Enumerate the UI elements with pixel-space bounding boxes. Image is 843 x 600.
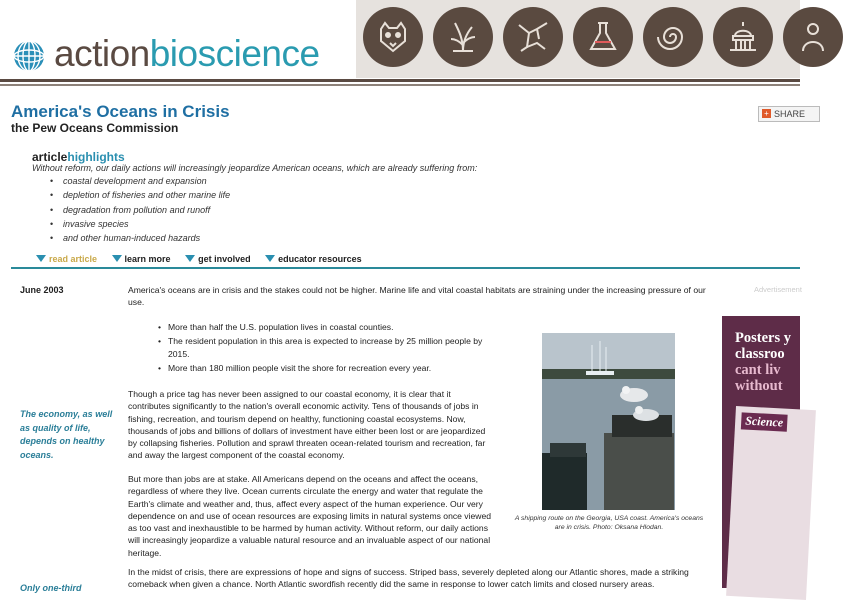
ad-label: Advertisement [754, 285, 802, 294]
highlights-list [50, 174, 230, 245]
nav-divider [11, 267, 800, 269]
neuron-icon[interactable] [503, 7, 563, 67]
logo-text-action: action [54, 33, 150, 74]
ad-poster-card [726, 406, 816, 600]
nav-label: learn more [124, 254, 171, 264]
nav-label: read article [49, 254, 98, 264]
list-item: • invasive species [50, 217, 230, 231]
nav-label: educator resources [278, 254, 362, 264]
person-icon[interactable] [783, 7, 843, 67]
article-author: the Pew Oceans Commission [11, 121, 179, 135]
list-item: • The resident population in this area is expected to increase by 25 million people by 2015. [158, 335, 498, 360]
triangle-down-icon [185, 255, 195, 262]
share-button[interactable] [758, 106, 820, 122]
triangle-down-icon [36, 255, 46, 262]
pull-quote: The economy, as well as quality of life, depends on healthy oceans. [20, 409, 113, 460]
pull-quote-bottom: Only one-third [20, 583, 82, 593]
list-item: • and other human-induced hazards [50, 231, 230, 245]
ad-line: cant liv [735, 362, 781, 378]
list-item: • coastal development and expansion [50, 174, 230, 188]
nav-get-involved[interactable] [185, 254, 251, 264]
article-nav [36, 254, 374, 266]
triangle-down-icon [112, 255, 122, 262]
ad-card-title: Science [741, 412, 788, 431]
article-date: June 2003 [20, 285, 64, 295]
shipping-route-photo [542, 333, 675, 510]
article-photo [542, 333, 675, 510]
capitol-icon[interactable] [713, 7, 773, 67]
article-title: America's Oceans in Crisis [11, 102, 230, 121]
header-rule-dark [0, 79, 800, 82]
paragraph-hope: In the midst of crisis, there are expressions of hope and signs of success. Striped bass, severely depleted along our Atlantic shores, made a striking comeback when given a chance. North Atlantic swordfish recently did the same in response to lower catch limits and closed nursery areas. [128, 567, 689, 590]
globe-icon [13, 40, 45, 72]
highlights-intro: Without reform, our daily actions will increasingly jeopardize American oceans, which are already suffering from: [32, 163, 478, 173]
ad-line: classroo [735, 346, 785, 362]
tiger-icon[interactable] [363, 7, 423, 67]
highlights-heading [32, 150, 125, 164]
paragraph-stakes: But more than jobs are at stake. All Americans depend on the oceans and affect the oceans, regardless of where they live. Ocean currents circulate the energy and water that regulate the Earth's climate and weather and, thus, affect every aspect of the human experience. Our very dependence on and use of ocean resources are exposing limits in natural systems once viewed as too vast and inexhaustible to be harmed by human activity. Without reform, our daily actions will increasingly jeopardize a valuable natural resource and an invaluable aspect of our national heritage. [128, 474, 492, 558]
nav-learn-more[interactable] [112, 254, 171, 264]
ad-line: without [735, 378, 783, 394]
highlights-heading-highlights: highlights [67, 150, 125, 164]
nav-label: get involved [198, 254, 251, 264]
nav-educator-resources[interactable] [265, 254, 362, 264]
flask-icon[interactable] [573, 7, 633, 67]
site-logo[interactable] [54, 32, 320, 76]
list-item: • More than half the U.S. population lives in coastal counties. [158, 321, 498, 333]
advertisement-banner[interactable] [722, 316, 800, 588]
list-item: • depletion of fisheries and other marine life [50, 188, 230, 202]
shell-icon[interactable] [643, 7, 703, 67]
site-header [0, 0, 800, 78]
nav-read-article[interactable] [36, 254, 97, 264]
plant-icon[interactable] [433, 7, 493, 67]
highlights-heading-article: article [32, 150, 68, 164]
plus-icon: + [762, 109, 771, 118]
ad-line: Posters y [735, 330, 791, 346]
list-item: • More than 180 million people visit the shore for recreation every year. [158, 362, 498, 374]
logo-text-bioscience: bioscience [149, 33, 320, 74]
share-label: SHARE [774, 109, 806, 119]
header-rule-light [0, 84, 800, 86]
population-bullets [158, 321, 498, 377]
paragraph-intro: America's oceans are in crisis and the stakes could not be higher. Marine life and vital coastal habitats are straining under the increasing pressure of our use. [128, 285, 706, 308]
paragraph-economy: Though a price tag has never been assigned to our coastal economy, it is clear that it contributes significantly to the nation's overall economic activity. Tens of thousands of jobs in fishing, recreation, and tourism depend on healthy, functioning coastal ecosystems. Now, thousands of jobs and billions of dollars of investment have either been lost or are jeopardized by collapsing fisheries. Pollution and sprawl threaten ocean-related tourism and recreation, far and away the largest component of the coastal economy. [128, 389, 486, 461]
section-icon-bar [356, 0, 800, 78]
photo-caption: A shipping route on the Georgia, USA coast. America's oceans are in crisis. Photo: Oksana Hlodan. [514, 515, 704, 531]
list-item: • degradation from pollution and runoff [50, 203, 230, 217]
triangle-down-icon [265, 255, 275, 262]
ad-headline [735, 330, 791, 394]
